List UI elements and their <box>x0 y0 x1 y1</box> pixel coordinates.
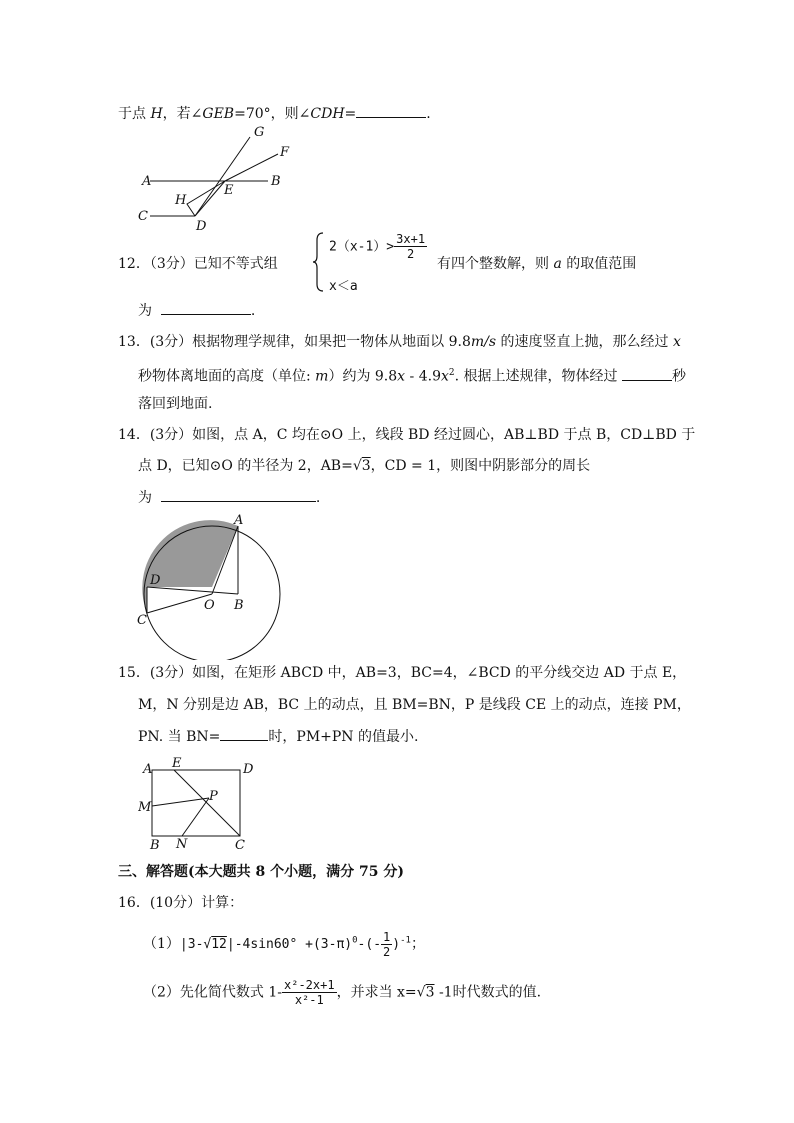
q11-text2: ，若∠ <box>162 106 203 122</box>
label-H: H <box>175 193 187 208</box>
q16-heading: 16．(10分）计算： <box>118 895 244 911</box>
q12-line2 <box>138 300 255 321</box>
q12-end: . <box>250 303 256 319</box>
label-B: B <box>234 598 244 613</box>
q11-line <box>118 103 431 124</box>
section-heading: 三、解答题(本大题共 8 个小题，满分 75 分) <box>118 864 404 880</box>
segment-PM <box>152 798 209 806</box>
q15-line3 <box>138 726 418 747</box>
q12-tail-text: 有四个整数解，则 <box>437 256 549 272</box>
label-P: P <box>209 789 218 804</box>
q13-answer-blank[interactable] <box>622 366 672 381</box>
segment-CE <box>174 770 240 836</box>
q13-line1 <box>118 332 681 352</box>
line-EHD <box>187 181 225 216</box>
q13-line2 <box>138 363 686 387</box>
q13-x: x <box>673 334 681 350</box>
line-DG <box>195 137 250 216</box>
q12-frac-den: 2 <box>406 247 415 261</box>
q15-text1: PN. 当 BN= <box>138 729 221 745</box>
q15-answer-blank[interactable] <box>220 726 268 741</box>
q13-text5: - 4.9 <box>405 368 441 385</box>
label-E: E <box>172 756 182 771</box>
q14-sqrt3: 3 <box>361 458 371 474</box>
q14-line3 <box>138 487 320 508</box>
sqrt-sign: √ <box>203 937 212 952</box>
label-G: G <box>254 125 265 140</box>
q14-text2: ，CD = 1，则图中阴影部分的周长 <box>370 458 591 474</box>
q16-p1-fnum: 1 <box>383 930 391 944</box>
q11-text3: =70°，则∠ <box>234 106 311 122</box>
q16-p2-label: （2）先化简代数式 1- <box>143 984 282 1001</box>
q16-p1-exp: -1 <box>400 935 411 946</box>
label-C: C <box>138 209 148 224</box>
segment-PN <box>182 798 209 836</box>
rect-ABCD <box>152 770 240 836</box>
q16-p1-sqrt: 12 <box>211 937 227 952</box>
q16-p2-frac <box>282 978 337 1007</box>
q12-ineq2: x＜a <box>329 279 358 294</box>
q11-text: 于点 <box>118 106 151 122</box>
q16-p1-c: -(- <box>357 937 382 952</box>
q11-GEB: GEB <box>202 106 235 122</box>
q15-text2: 时，PM+PN 的值最小. <box>268 729 419 745</box>
q13-text3: 秒物体离地面的高度（单位: <box>138 368 316 385</box>
q11-end: . <box>426 106 431 122</box>
q13-text6: . 根据上述规律，物体经过 <box>454 368 618 385</box>
q15-figure <box>138 756 258 854</box>
q11-CDH: CDH <box>310 106 345 122</box>
label-M: M <box>138 800 152 815</box>
q12-ineq1-lhs: 2（x-1）> <box>329 239 395 255</box>
q13-ms: m/s <box>470 334 497 350</box>
q13-text4: ）约为 9.8 <box>328 368 398 385</box>
label-A: A <box>143 762 153 777</box>
q13-miao: 秒 <box>671 368 686 385</box>
q16-p1-label: （1） <box>143 936 180 952</box>
q13-x2: x <box>397 368 406 385</box>
segment-CO <box>147 594 212 613</box>
q14-answer-blank[interactable] <box>161 487 316 502</box>
label-N: N <box>176 837 188 852</box>
q12-brace <box>313 232 325 292</box>
q13-x3: x <box>440 368 449 385</box>
q16-p1-e: ； <box>410 936 425 952</box>
label-O: O <box>204 598 215 613</box>
sqrt-sign-2: √ <box>416 984 426 1001</box>
q11-answer-blank[interactable] <box>356 103 426 118</box>
q12-ineq1 <box>329 232 427 261</box>
q12-wei: 为 <box>138 303 152 319</box>
label-A: A <box>142 174 152 189</box>
label-F: F <box>280 145 290 160</box>
label-D: D <box>196 219 207 234</box>
q16-p1-exp0: 0 <box>352 935 358 946</box>
q12-frac-num: 3x+1 <box>396 232 426 246</box>
label-B: B <box>150 838 160 853</box>
q16-p1-b: |-4sin60° +(3-π) <box>226 937 353 952</box>
label-D: D <box>243 762 254 777</box>
label-C: C <box>137 613 147 628</box>
q16-p2-sqrt: 3 <box>425 984 435 1001</box>
label-A: A <box>234 513 244 528</box>
q16-p1-fden: 2 <box>383 945 391 959</box>
q11-H: H <box>150 106 163 122</box>
label-B: B <box>271 174 281 189</box>
q12-line1 <box>118 254 278 274</box>
line-ED <box>195 181 225 216</box>
q16-p2-den: x²-1 <box>294 993 324 1007</box>
q14-line1: 14．(3分）如图，点 A，C 均在⊙O 上，线段 BD 经过圆心，AB⊥BD 于点 B，CD⊥BD 于 <box>118 427 696 443</box>
q13-line3: 落回到地面. <box>138 396 213 412</box>
q16-p1-d: ) <box>392 937 401 952</box>
label-C: C <box>235 838 245 853</box>
q16-p1-expr <box>179 930 411 959</box>
q14-wei: 为 <box>138 490 152 506</box>
q13-text2: 的速度竖直上抛，那么经过 <box>496 334 673 350</box>
q15-line2: M，N 分别是边 AB，BC 上的动点，且 BM=BN，P 是线段 CE 上的动点，连接 PM， <box>138 697 691 713</box>
label-D: D <box>150 573 161 588</box>
label-E: E <box>224 183 234 198</box>
q13-sq: 2 <box>448 368 455 378</box>
shaded-region <box>142 520 238 613</box>
q11-text4: = <box>344 106 357 122</box>
q16-part1 <box>143 930 425 959</box>
q14-figure <box>132 510 292 660</box>
q16-part2 <box>143 978 541 1007</box>
q12-text: 12．（3分）已知不等式组 <box>118 256 278 272</box>
q11-figure <box>130 122 310 234</box>
q15-line1: 15．(3分）如图，在矩形 ABCD 中，AB=3，BC=4，∠BCD 的平分线交边 AD 于点 E， <box>118 665 687 681</box>
q16-p2-num: x²-2x+1 <box>284 978 335 992</box>
q14-text1: 点 D，已知⊙O 的半径为 2，AB= <box>138 458 353 474</box>
q14-line2 <box>138 456 590 476</box>
q13-text1: 13．(3分）根据物理学规律，如果把一物体从地面以 9.8 <box>118 334 471 350</box>
q16-p2-a: ，并求当 x= <box>336 984 417 1001</box>
segment-DB <box>147 587 238 594</box>
q12-tail-text2: 的取值范围 <box>566 256 637 272</box>
q12-tail <box>437 254 636 274</box>
q16-p1-a: |3- <box>179 937 204 952</box>
q12-fraction <box>394 232 427 261</box>
q16-p2-b: -1时代数式的值. <box>434 984 542 1001</box>
q12-a: a <box>553 256 562 272</box>
q14-end: . <box>315 490 321 506</box>
q13-m: m <box>315 368 329 385</box>
q12-answer-blank[interactable] <box>161 300 251 315</box>
q14-sqrt-sign: √ <box>352 458 362 474</box>
q16-p1-frac <box>381 930 392 959</box>
